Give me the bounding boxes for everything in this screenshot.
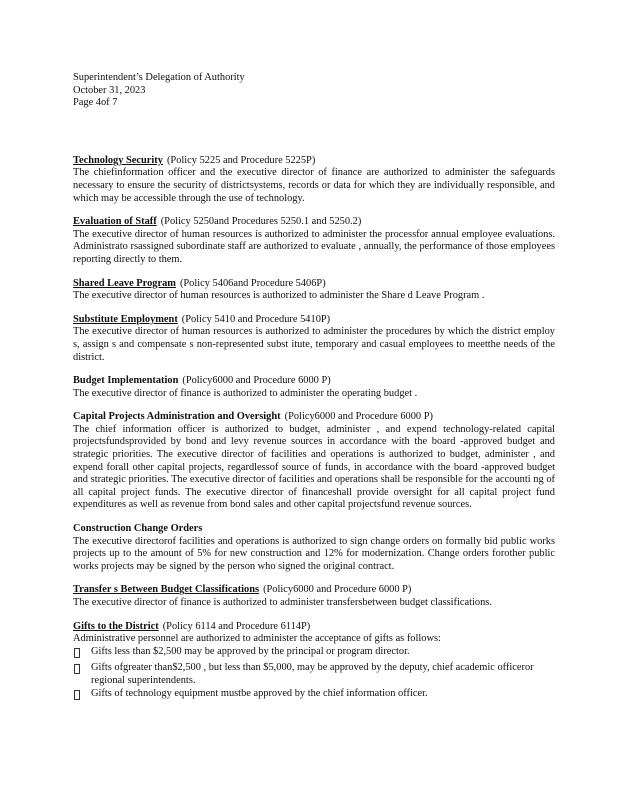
section-body: The executive director of finance is authorized to administer the operating budget . <box>73 387 418 399</box>
section-body: The chiefinformation officer and the executive director of finance are authorized to administer the safeguards necessary to ensure the security of districtsystems, records or data for which they are individually responsible, and which may be accessible through the use of technology. <box>73 167 555 204</box>
section-title: Transfer s Between Budget Classifications <box>73 584 260 596</box>
section-title: Gifts to the District <box>73 620 159 632</box>
policy-reference: (Policy6000 and Procedure 6000 P) <box>263 584 412 596</box>
policy-reference: (Policy6000 and Procedure 6000 P) <box>284 411 433 423</box>
policy-section <box>73 621 555 705</box>
policy-reference: (Policy 5410 and Procedure 5410P) <box>181 313 331 325</box>
list-item <box>73 688 555 705</box>
section-heading <box>73 621 555 634</box>
bullet-box-icon <box>73 646 91 663</box>
section-heading <box>73 314 555 327</box>
policy-section <box>73 278 555 303</box>
bullet-text: Gifts of technology equipment mustbe approved by the chief information officer. <box>91 687 428 699</box>
section-body: The executive director of human resources is authorized to administer the processfor annual employee evaluations. Administrato rsassigned subordinate staff are authorized to evaluate , annually, the performance of those employees reporting directly to them. <box>73 228 555 265</box>
policy-section <box>73 523 555 573</box>
document-header <box>73 72 555 110</box>
bullet-box-icon <box>73 662 91 679</box>
section-body: The executive director of human resources is authorized to administer the procedures by which the district employ s, assign s and compensate s non-represented subst itute, temporary and casual employees to meetthe needs of the district. <box>73 326 555 363</box>
section-heading <box>73 523 555 536</box>
section-title: Capital Projects Administration and Oversight <box>73 411 281 423</box>
sections-container <box>73 155 555 704</box>
section-body: The executive director of finance is authorized to administer transfersbetween budget classifications. <box>73 597 492 608</box>
policy-section <box>73 314 555 364</box>
section-heading <box>73 216 555 229</box>
page-number: Page 4of 7 <box>73 97 118 109</box>
bullet-list <box>73 646 555 704</box>
section-title: Substitute Employment <box>73 313 178 325</box>
policy-reference: (Policy 5250and Procedures 5250.1 and 5250.2) <box>160 216 362 228</box>
policy-reference: (Policy 5225 and Procedure 5225P) <box>166 154 316 166</box>
policy-section <box>73 375 555 400</box>
policy-section <box>73 216 555 266</box>
section-heading <box>73 375 555 388</box>
section-body: The executive director of human resources is authorized to administer the Share d Leave Program . <box>73 290 485 302</box>
section-title: Technology Security <box>73 154 163 166</box>
document-page <box>73 72 555 715</box>
policy-section <box>73 584 555 609</box>
policy-reference: (Policy 5406and Procedure 5406P) <box>179 277 326 289</box>
section-body: Administrative personnel are authorized to administer the acceptance of gifts as follows: <box>73 633 441 645</box>
section-body: The executive directorof facilities and operations is authorized to sign change orders on formally bid public works projects up to the amount of 5% for new construction and 12% for modernization. Change orders forother public works projects may be signed by the person who signed the original contract. <box>73 535 555 572</box>
bullet-text: Gifts less than $2,500 may be approved by the principal or program director. <box>91 645 410 657</box>
document-title: Superintendent’s Delegation of Authority <box>73 72 245 83</box>
section-title: Construction Change Orders <box>73 523 203 535</box>
policy-section <box>73 155 555 205</box>
section-heading <box>73 411 555 424</box>
bullet-box-icon <box>73 688 91 705</box>
section-body: The chief information officer is authorized to budget, administer , and expend technology-related capital projectsfundsprovided by bond and levy revenue sources in accordance with the board -approved budget and strategic priorities. The executive director of facilities and operations is authorized to budget, administer , and expend forall other capital projects, regardlessof source of funds, in accordance with the board -approved budget and strategic priorities. The executive director of facilities and operations shall be responsible for the accounti ng of all capital project funds. The executive director of financeshall provide oversight for all capital project fund expenditures as well as revenue from bond sales and other capital projectsfund revenue sources. <box>73 423 555 511</box>
section-title: Evaluation of Staff <box>73 216 157 228</box>
section-title: Shared Leave Program <box>73 277 176 289</box>
list-item <box>73 662 555 687</box>
bullet-text: Gifts ofgreater than$2,500 , but less than $5,000, may be approved by the deputy, chief academic officeror regional superintendents. <box>91 662 534 686</box>
policy-reference: (Policy6000 and Procedure 6000 P) <box>182 375 331 387</box>
list-item <box>73 646 555 663</box>
section-heading <box>73 155 555 168</box>
policy-section <box>73 411 555 512</box>
policy-reference: (Policy 6114 and Procedure 6114P) <box>162 620 311 632</box>
section-heading <box>73 584 555 597</box>
section-heading <box>73 278 555 291</box>
document-date: October 31, 2023 <box>73 84 146 96</box>
section-title: Budget Implementation <box>73 375 179 387</box>
